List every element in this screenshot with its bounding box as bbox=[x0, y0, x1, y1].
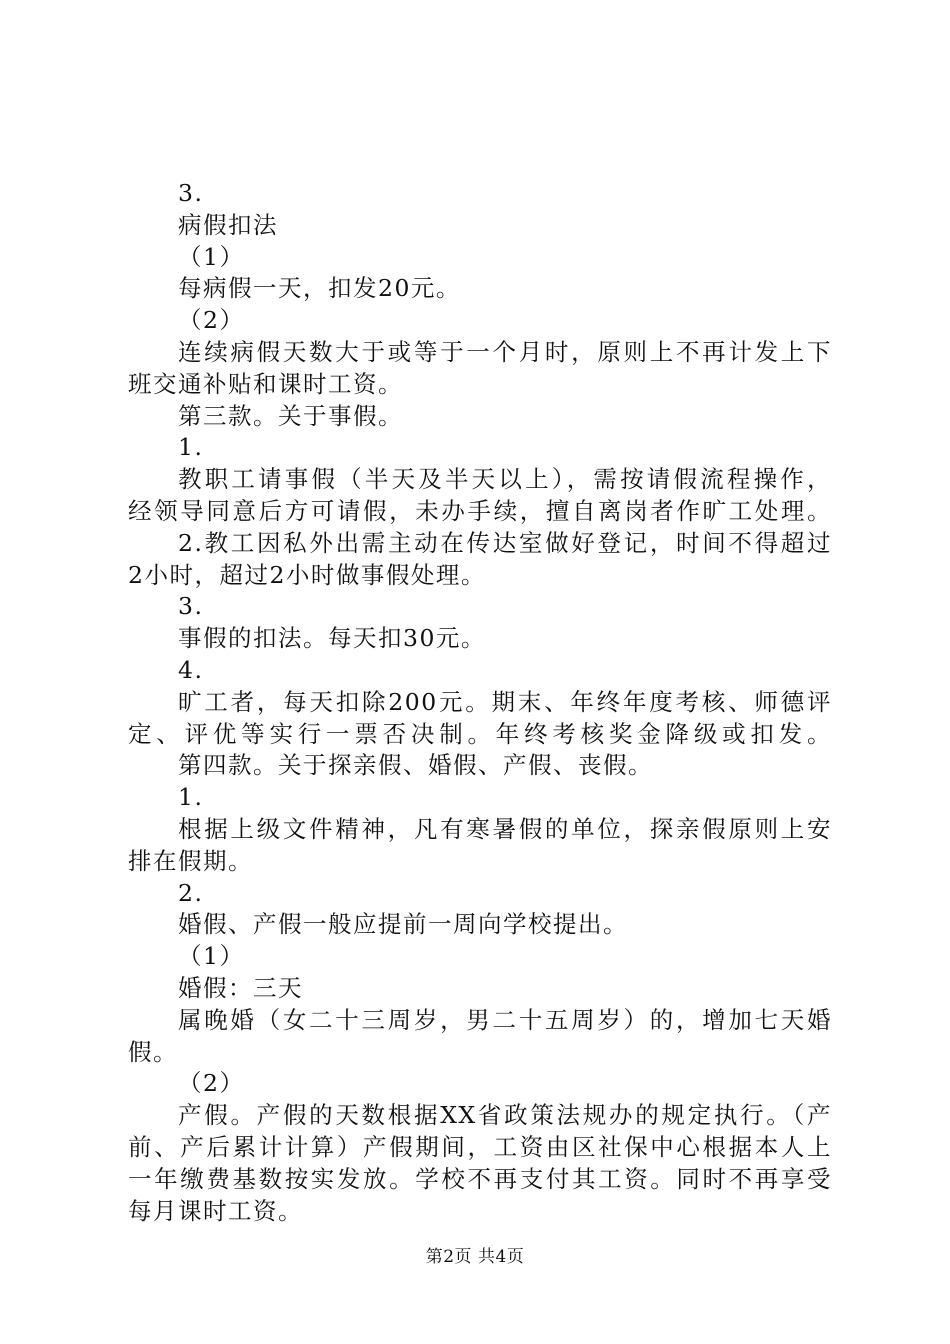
text-line: （2） bbox=[178, 1069, 245, 1098]
text-line: 假。 bbox=[128, 1037, 178, 1066]
text-line: （1） bbox=[178, 942, 245, 971]
text-line: 婚假、产假一般应提前一周向学校提出。 bbox=[178, 910, 628, 939]
text-line: 2.教工因私外出需主动在传达室做好登记，时间不得超过 bbox=[178, 528, 832, 557]
text-line: 每月课时工资。 bbox=[128, 1196, 303, 1225]
text-line: 1. bbox=[178, 433, 204, 462]
text-line: 4. bbox=[178, 655, 204, 684]
text-line: 病假扣法 bbox=[178, 210, 278, 239]
text-line: 前、产后累计计算）产假期间，工资由区社保中心根据本人上 bbox=[128, 1132, 832, 1161]
text-line: 一年缴费基数按实发放。学校不再支付其工资。同时不再享受 bbox=[128, 1164, 832, 1193]
text-line: 经领导同意后方可请假，未办手续，擅自离岗者作旷工处理。 bbox=[128, 496, 832, 525]
text-line: 3. bbox=[178, 179, 204, 207]
text-line: 定、评优等实行一票否决制。年终考核奖金降级或扣发。 bbox=[128, 719, 832, 748]
text-line: 第四款。关于探亲假、婚假、产假、丧假。 bbox=[178, 751, 653, 780]
text-line: 每病假一天，扣发20元。 bbox=[178, 274, 461, 303]
text-line: 2. bbox=[178, 878, 204, 907]
text-line: 排在假期。 bbox=[128, 846, 253, 875]
text-line: （2） bbox=[178, 306, 245, 335]
text-line: 2小时，超过2小时做事假处理。 bbox=[128, 560, 486, 589]
text-line: 1. bbox=[178, 783, 204, 812]
text-line: 教职工请事假（半天及半天以上），需按请假流程操作， bbox=[178, 465, 832, 494]
text-line: 婚假：三天 bbox=[178, 973, 303, 1002]
text-line: 属晚婚（女二十三周岁，男二十五周岁）的，增加七天婚 bbox=[178, 1005, 832, 1034]
text-line: 旷工者，每天扣除200元。期末、年终年度考核、师德评 bbox=[178, 687, 832, 716]
page-number-footer: 第2页 共4页 bbox=[425, 1247, 525, 1267]
text-line: 产假。产假的天数根据XX省政策法规办的规定执行。（产 bbox=[178, 1101, 832, 1130]
text-line: 班交通补贴和课时工资。 bbox=[128, 369, 403, 398]
text-line: 3. bbox=[178, 592, 204, 621]
document-body bbox=[128, 178, 832, 1227]
text-line: 连续病假天数大于或等于一个月时，原则上不再计发上下 bbox=[178, 337, 832, 366]
text-line: （1） bbox=[178, 242, 245, 271]
text-line: 事假的扣法。每天扣30元。 bbox=[178, 624, 486, 653]
text-line: 根据上级文件精神，凡有寒暑假的单位，探亲假原则上安 bbox=[178, 814, 832, 843]
text-line: 第三款。关于事假。 bbox=[178, 401, 403, 430]
